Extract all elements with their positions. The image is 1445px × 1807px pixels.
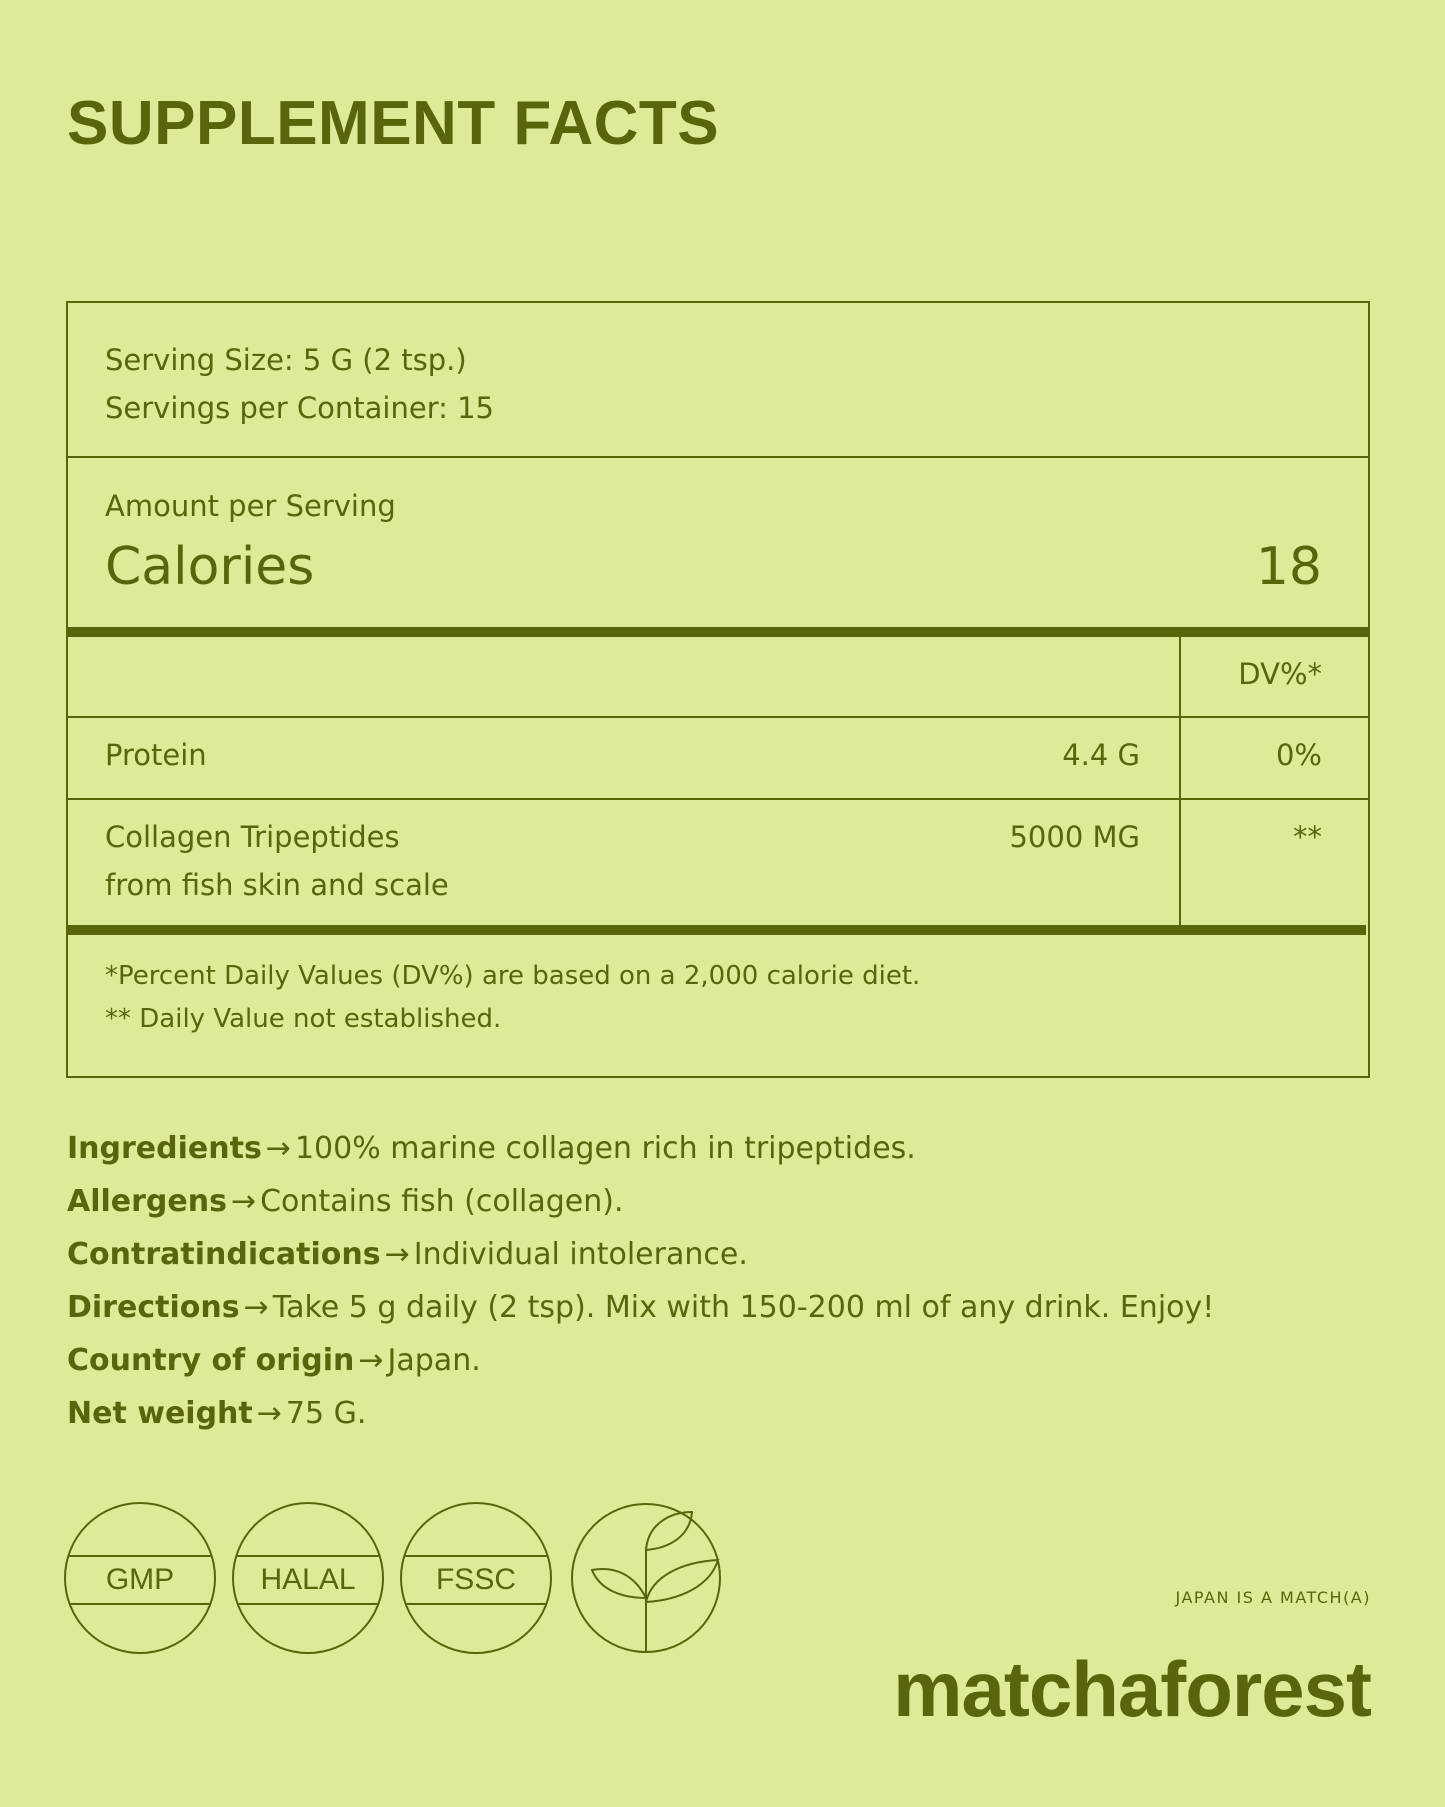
fssc-badge-icon	[400, 1502, 552, 1654]
badge-label: GMP	[66, 1555, 214, 1605]
nutrient-name-block	[105, 813, 449, 909]
row-divider	[68, 798, 1368, 800]
badge-label: HALAL	[234, 1555, 382, 1605]
column-divider	[1179, 637, 1181, 927]
info-line	[67, 1334, 1214, 1387]
info-key: Country of origin	[67, 1343, 355, 1378]
dv-header: DV%*	[1238, 657, 1322, 691]
servings-per-container: Servings per Container: 15	[105, 391, 494, 425]
info-value: Japan.	[387, 1343, 481, 1378]
info-key: Net weight	[67, 1396, 253, 1431]
arrow-icon: →	[358, 1343, 384, 1378]
arrow-icon: →	[230, 1184, 257, 1219]
info-key: Directions	[67, 1290, 240, 1325]
thick-divider	[66, 925, 1366, 935]
arrow-icon: →	[243, 1290, 269, 1325]
info-line	[67, 1175, 1214, 1228]
calories-label: Calories	[105, 537, 315, 597]
nutrient-dv: **	[1293, 820, 1322, 854]
info-key: Contratindications	[67, 1237, 381, 1272]
info-value: 100% marine collagen rich in tripeptides.	[294, 1131, 916, 1166]
thick-divider	[66, 627, 1370, 637]
amount-per-serving-label: Amount per Serving	[105, 489, 396, 523]
info-line	[67, 1122, 1214, 1175]
brand-logo: matchaforest	[893, 1645, 1371, 1733]
serving-info	[105, 336, 494, 432]
gmp-badge-icon	[64, 1502, 216, 1654]
badge-label: FSSC	[402, 1555, 550, 1605]
arrow-icon: →	[384, 1237, 410, 1272]
page-title: SUPPLEMENT FACTS	[67, 89, 720, 158]
info-value: Take 5 g daily (2 tsp). Mix with 150-200 ml of any drink. Enjoy!	[272, 1290, 1215, 1325]
nutrient-name: Collagen Tripeptides	[105, 820, 400, 854]
info-line	[67, 1387, 1214, 1440]
serving-size: Serving Size: 5 G (2 tsp.)	[105, 343, 467, 377]
serving-section	[68, 303, 1368, 458]
info-key: Ingredients	[67, 1131, 262, 1166]
product-info-list	[67, 1122, 1214, 1440]
info-value: Individual intolerance.	[413, 1237, 748, 1272]
nutrient-amount: 4.4 G	[1062, 738, 1140, 772]
info-line	[67, 1281, 1214, 1334]
halal-badge-icon	[232, 1502, 384, 1654]
calories-value: 18	[1255, 537, 1322, 597]
nutrient-subtitle: from fish skin and scale	[105, 868, 449, 902]
row-divider	[68, 716, 1368, 718]
nutrient-dv: 0%	[1275, 738, 1322, 772]
info-value: 75 G.	[285, 1396, 367, 1431]
arrow-icon: →	[265, 1131, 291, 1166]
info-line	[67, 1228, 1214, 1281]
plant-leaf-icon	[570, 1502, 722, 1654]
nutrient-amount: 5000 MG	[1009, 820, 1140, 854]
footnote: ** Daily Value not established.	[105, 1004, 502, 1034]
footnotes	[105, 955, 920, 1041]
info-key: Allergens	[67, 1184, 227, 1219]
info-value: Contains fish (collagen).	[260, 1184, 624, 1219]
arrow-icon: →	[256, 1396, 282, 1431]
tagline: JAPAN IS A MATCH(A)	[1175, 1588, 1371, 1607]
nutrient-name: Protein	[105, 738, 207, 772]
footnote: *Percent Daily Values (DV%) are based on a 2,000 calorie diet.	[105, 961, 921, 991]
supplement-facts-table	[66, 301, 1370, 1078]
